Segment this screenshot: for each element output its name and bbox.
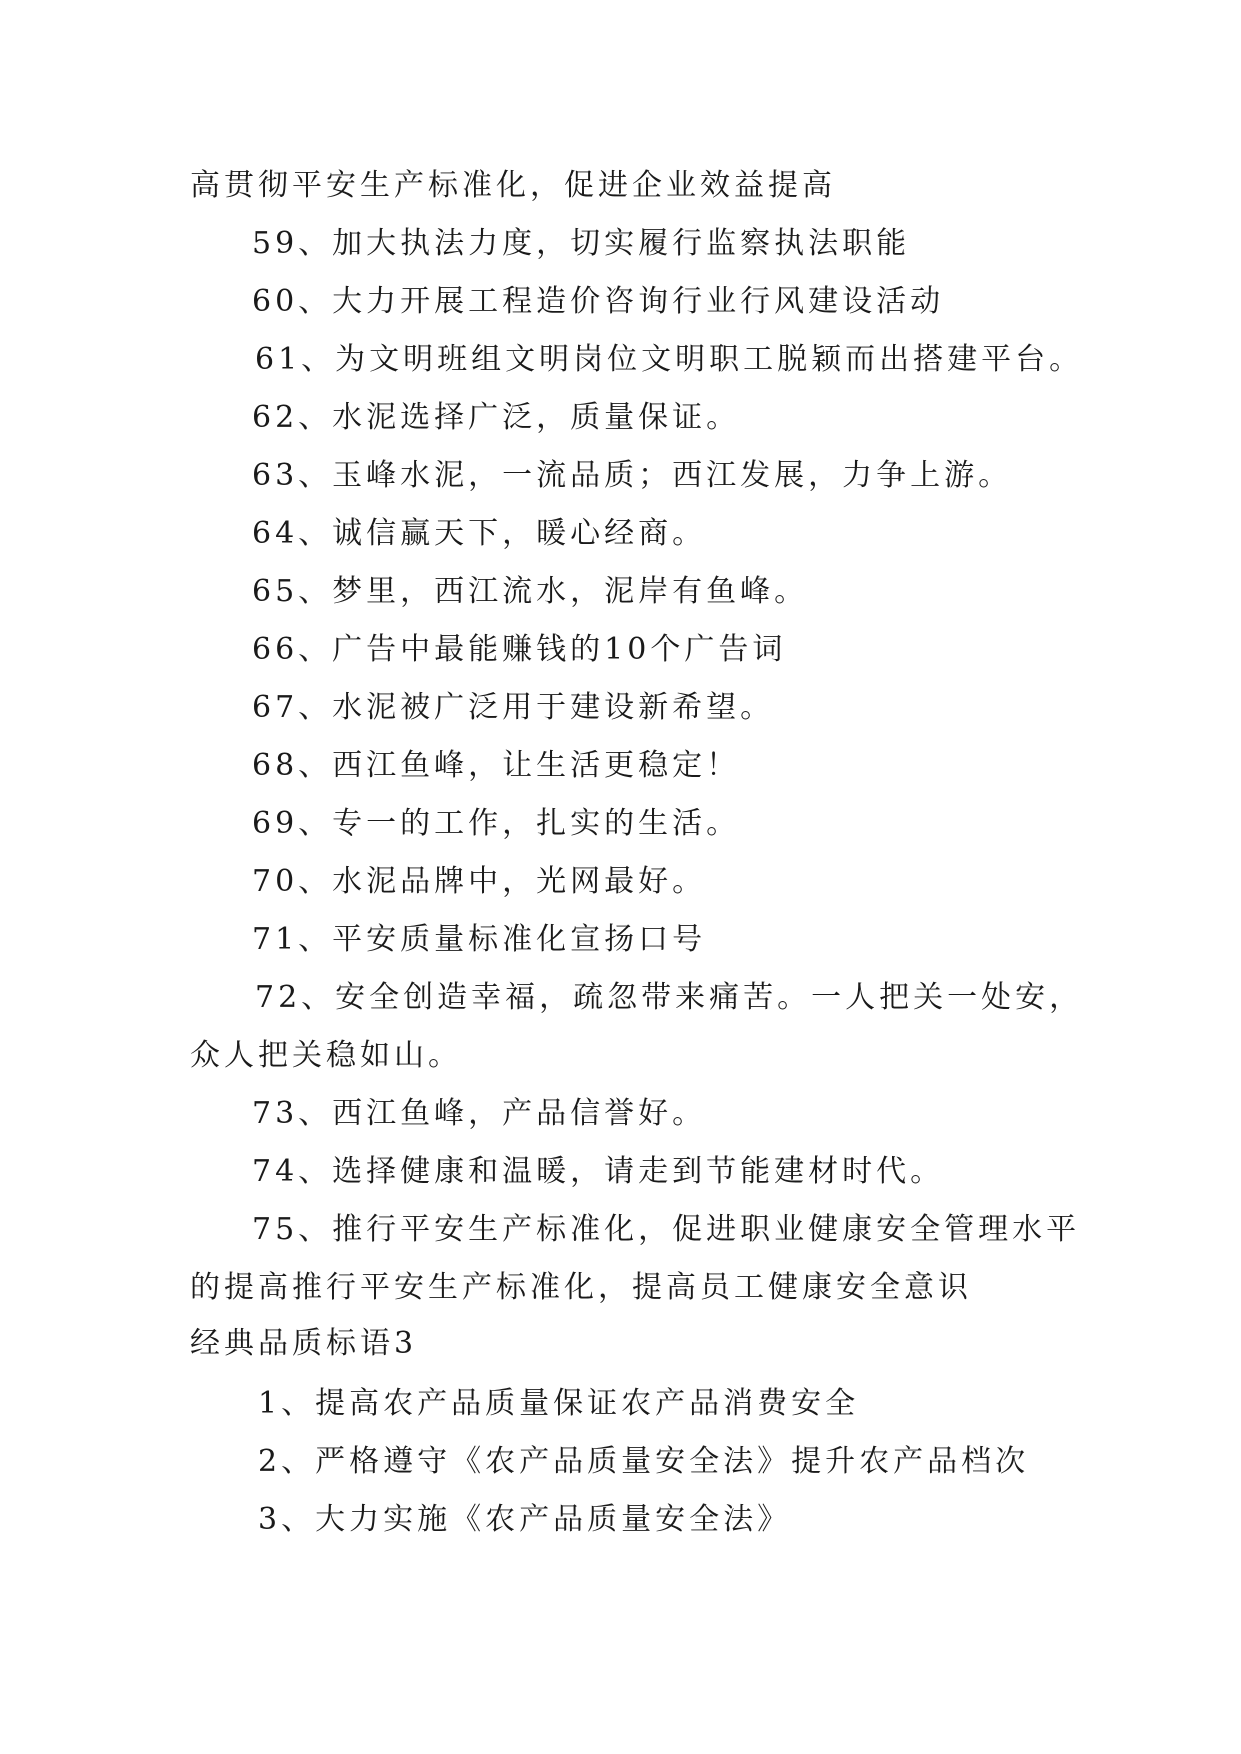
- text-line: 3、大力实施《农产品质量安全法》: [258, 1502, 792, 1537]
- text-line: 73、西江鱼峰，产品信誉好。: [252, 1096, 707, 1131]
- text-line: 62、水泥选择广泛，质量保证。: [252, 400, 741, 435]
- section-heading: 经典品质标语3: [190, 1326, 418, 1361]
- text-line: 1、提高农产品质量保证农产品消费安全: [258, 1386, 860, 1421]
- text-line: 72、安全创造幸福，疏忽带来痛苦。一人把关一处安，: [255, 980, 1084, 1015]
- text-line: 64、诚信赢天下，暖心经商。: [252, 516, 707, 551]
- text-line: 65、梦里，西江流水，泥岸有鱼峰。: [252, 574, 809, 609]
- text-line: 众人把关稳如山。: [190, 1038, 462, 1073]
- text-line: 的提高推行平安生产标准化，提高员工健康安全意识: [190, 1270, 972, 1305]
- text-line: 68、西江鱼峰，让生活更稳定！: [252, 748, 741, 783]
- text-line: 74、选择健康和温暖，请走到节能建材时代。: [252, 1154, 945, 1189]
- text-line: 2、严格遵守《农产品质量安全法》提升农产品档次: [258, 1444, 1030, 1479]
- text-line: 67、水泥被广泛用于建设新希望。: [252, 690, 775, 725]
- text-line: 66、广告中最能赚钱的10个广告词: [252, 632, 787, 667]
- text-line: 高贯彻平安生产标准化，促进企业效益提高: [190, 168, 836, 203]
- text-line: 61、为文明班组文明岗位文明职工脱颖而出搭建平台。: [255, 342, 1084, 377]
- text-line: 69、专一的工作，扎实的生活。: [252, 806, 741, 841]
- text-line: 75、推行平安生产标准化，促进职业健康安全管理水平: [252, 1212, 1081, 1247]
- text-line: 59、加大执法力度，切实履行监察执法职能: [252, 226, 911, 261]
- text-line: 60、大力开展工程造价咨询行业行风建设活动: [252, 284, 945, 319]
- text-line: 63、玉峰水泥，一流品质；西江发展，力争上游。: [252, 458, 1013, 493]
- text-line: 70、水泥品牌中，光网最好。: [252, 864, 707, 899]
- text-line: 71、平安质量标准化宣扬口号: [252, 922, 707, 957]
